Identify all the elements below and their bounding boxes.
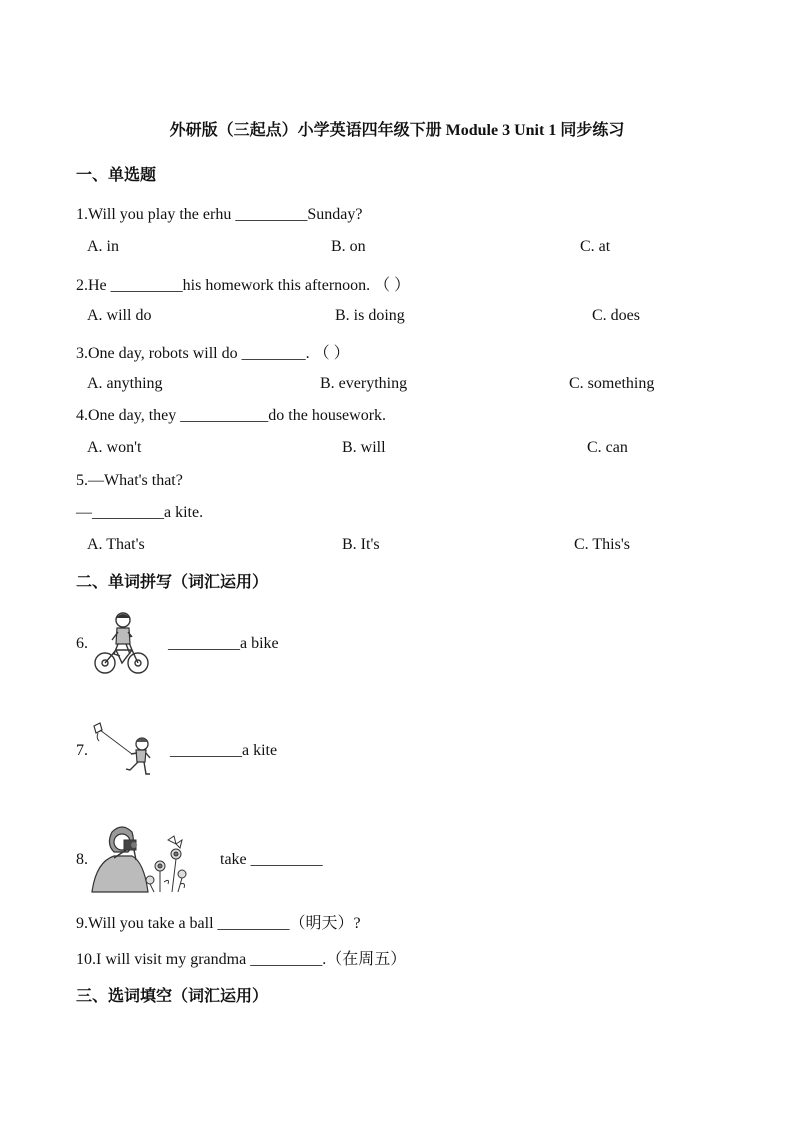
question-7-blank: _________a kite: [170, 742, 278, 759]
boy-riding-bike-illustration: [92, 610, 152, 676]
question-5-option-b: B. It's: [342, 536, 380, 553]
question-3: 3.One day, robots will do ________. （ ）: [76, 345, 350, 362]
question-1-option-a: A. in: [87, 238, 119, 255]
woman-taking-photos-illustration: [90, 822, 194, 894]
question-1: 1.Will you play the erhu _________Sunday?: [76, 206, 363, 223]
question-6-blank: _________a bike: [168, 635, 279, 652]
question-5-option-c: C. This's: [574, 536, 630, 553]
question-5: 5.—What's that?: [76, 472, 183, 489]
question-2-option-c: C. does: [592, 307, 640, 324]
question-8-number: 8.: [76, 851, 88, 868]
section-heading-single-choice: 一、单选题: [76, 167, 157, 184]
question-5-answer-line: —_________a kite.: [76, 504, 204, 521]
question-2-option-b: B. is doing: [335, 307, 405, 324]
question-3-option-b: B. everything: [320, 375, 408, 392]
question-4-option-a: A. won't: [87, 439, 142, 456]
question-7-number: 7.: [76, 742, 88, 759]
question-3-option-c: C. something: [569, 375, 655, 392]
child-flying-kite-illustration: [90, 722, 152, 778]
question-9: 9.Will you take a ball _________（明天）?: [76, 915, 361, 932]
question-1-option-b: B. on: [331, 238, 366, 255]
question-2: 2.He _________his homework this afternoon. （ ）: [76, 277, 411, 294]
question-1-option-c: C. at: [580, 238, 611, 255]
section-heading-choose-words: 三、选词填空（词汇运用）: [76, 988, 269, 1005]
question-8-blank: take _________: [220, 851, 323, 868]
question-2-option-a: A. will do: [87, 307, 152, 324]
question-4: 4.One day, they ___________do the housework.: [76, 407, 387, 424]
page-title: 外研版（三起点）小学英语四年级下册 Module 3 Unit 1 同步练习: [169, 122, 625, 139]
question-4-option-b: B. will: [342, 439, 386, 456]
question-6-number: 6.: [76, 635, 88, 652]
question-5-option-a: A. That's: [87, 536, 145, 553]
section-heading-word-spelling: 二、单词拼写（词汇运用）: [76, 574, 269, 591]
question-3-option-a: A. anything: [87, 375, 163, 392]
question-4-option-c: C. can: [587, 439, 628, 456]
question-10: 10.I will visit my grandma _________.（在周五）: [76, 951, 407, 968]
